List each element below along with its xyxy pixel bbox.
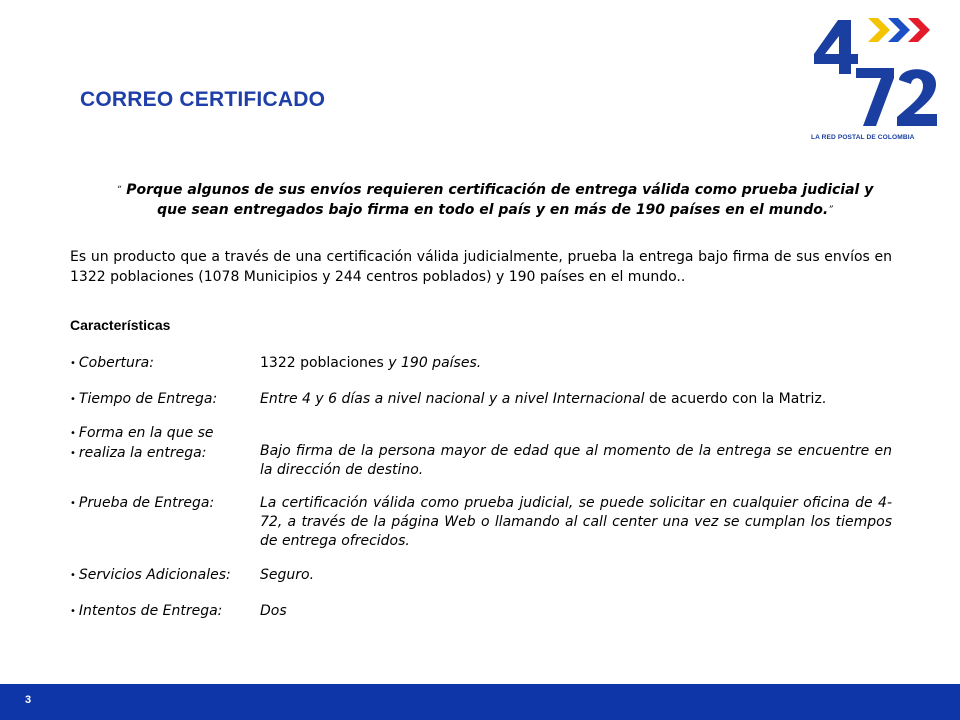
characteristic-label: Cobertura: xyxy=(78,355,154,371)
bullet-icon: • xyxy=(70,606,76,617)
characteristic-prueba xyxy=(70,494,892,551)
characteristic-value: Dos xyxy=(260,603,287,619)
characteristic-value: Entre 4 y 6 días a nivel nacional y a nivel Internacional xyxy=(260,391,645,407)
bullet-icon: • xyxy=(70,448,76,459)
characteristic-tiempo xyxy=(70,390,892,409)
characteristic-label: Servicios Adicionales: xyxy=(78,567,231,583)
bullet-icon: • xyxy=(70,428,76,439)
characteristic-label: Prueba de Entrega: xyxy=(78,495,215,511)
characteristic-servicios xyxy=(70,566,892,585)
characteristics-heading: Características xyxy=(70,317,171,333)
bullet-icon: • xyxy=(70,394,76,405)
bullet-icon: • xyxy=(70,498,76,509)
quote-close-mark: ” xyxy=(828,205,833,215)
characteristic-value: La certificación válida como prueba judicial, se puede solicitar en cualquier oficina de 4-72, a través de la página Web o llamando al call center una vez se cumplan los tiempos de entrega ofrecidos. xyxy=(260,495,892,549)
logo-chevron-red xyxy=(908,18,930,42)
logo-chevron-yellow xyxy=(868,18,890,42)
intro-quote xyxy=(100,180,890,220)
characteristic-value-extra: y 190 países. xyxy=(383,355,482,371)
logo-tagline: LA RED POSTAL DE COLOMBIA xyxy=(811,134,915,141)
characteristic-cobertura xyxy=(70,354,892,373)
characteristic-value: 1322 poblaciones xyxy=(260,355,384,371)
bullet-icon: • xyxy=(70,570,76,581)
logo-digit-4 xyxy=(814,20,858,74)
characteristic-label: Intentos de Entrega: xyxy=(78,603,223,619)
characteristic-label-line1: Forma en la que se xyxy=(78,425,214,441)
characteristic-value: Bajo firma de la persona mayor de edad que al momento de la entrega se encuentre en la dirección de destino. xyxy=(260,443,892,478)
quote-open-mark: “ xyxy=(116,185,122,195)
brand-logo xyxy=(808,14,944,144)
logo-digit-2 xyxy=(897,69,937,126)
footer-bar xyxy=(0,684,960,720)
characteristic-forma xyxy=(70,424,892,480)
logo-chevron-blue xyxy=(888,18,910,42)
page-title: CORREO CERTIFICADO xyxy=(80,88,326,111)
characteristic-label: Tiempo de Entrega: xyxy=(78,391,218,407)
page-number: 3 xyxy=(25,694,32,706)
characteristic-value: Seguro. xyxy=(260,567,315,583)
quote-text: Porque algunos de sus envíos requieren certificación de entrega válida como prueba judicial y que sean entregados bajo firma en todo el país y en más de 190 países en el mundo. xyxy=(126,182,874,218)
characteristic-label-line2: realiza la entrega: xyxy=(78,445,207,461)
characteristic-value-extra: de acuerdo con la Matriz. xyxy=(644,391,827,407)
bullet-icon: • xyxy=(70,358,76,369)
intro-paragraph: Es un producto que a través de una certificación válida judicialmente, prueba la entrega bajo firma de sus envíos en 1322 poblaciones (1078 Municipios y 244 centros poblados) y 190 países en el mundo.. xyxy=(70,249,892,285)
logo-digit-7 xyxy=(856,68,894,126)
characteristic-intentos xyxy=(70,602,892,621)
